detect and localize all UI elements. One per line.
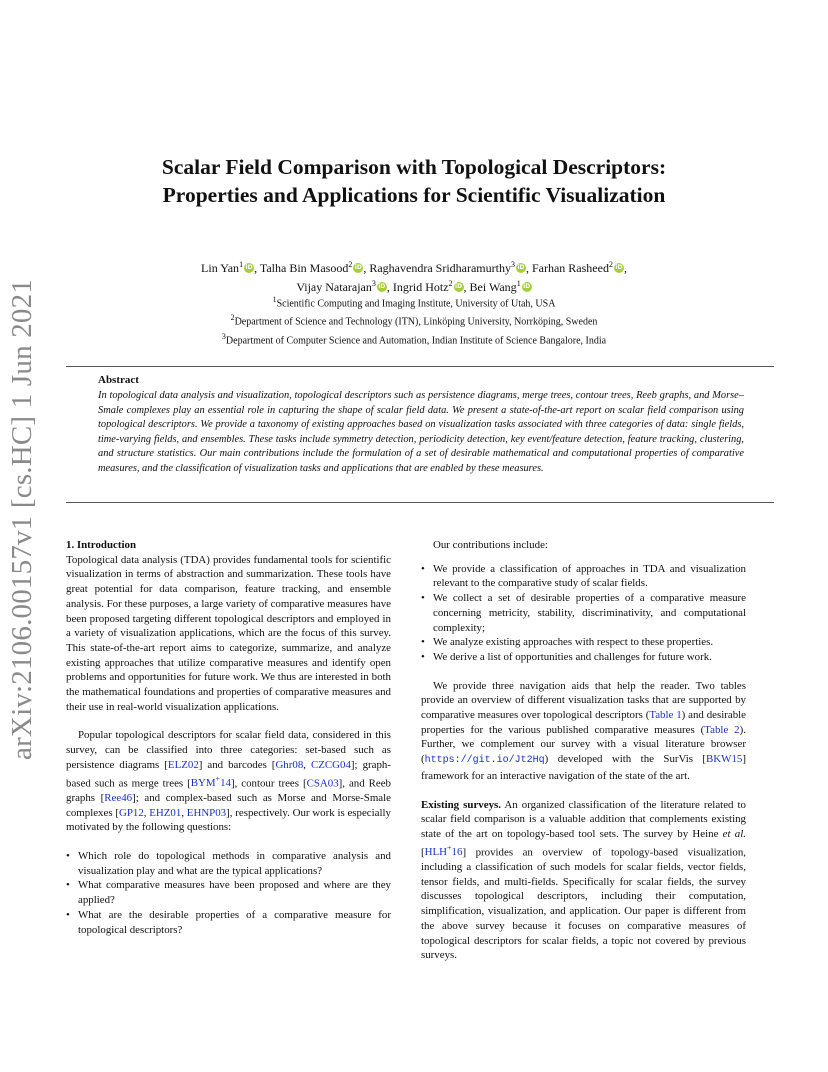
affiliation-text: Scientific Computing and Imaging Institute, University of Utah, USA (276, 298, 556, 310)
affiliation-1 (60, 293, 768, 311)
left-column (66, 538, 391, 937)
author-name: Ingrid Hotz (392, 280, 449, 294)
author-name: Talha Bin Masood (259, 261, 349, 275)
author-affil-mark: 2 (448, 279, 453, 288)
author-affil-mark: 2 (608, 260, 613, 269)
list-item: • Which role do topological methods in comparative analysis and visualization play and what are the typical applications? (66, 849, 391, 878)
author-separator: , (463, 280, 470, 294)
orcid-icon[interactable]: iD (615, 264, 623, 271)
list-item: • What are the desirable properties of a comparative measure for topological descriptors? (66, 908, 391, 937)
abstract-body: In topological data analysis and visualization, topological descriptors such as persistence diagrams, merge trees, contour trees, Reeb graphs, and Morse–Smale complexes play an essential role in capturing the shape of scalar field data. We present a state-of-the-art report on scalar field comparison using topological descriptors. We provide a taxonomy of existing approaches based on visualization tasks associated with three categories of data: single fields, time-varying fields, and ensembles. These tasks include symmetry detection, periodicity detection, key event/feature detection, feature tracking, clustering, and structure statistics. Our main contributions include the formulation of a set of desirable mathematical and computational properties of comparative measures, and the classification of visualization tasks and applications that are enabled by these measures. (98, 390, 744, 474)
author-name: Raghavendra Sridharamurthy (369, 261, 511, 275)
affiliation-number: 3 (221, 331, 226, 341)
paper-title (60, 153, 768, 209)
citation-link[interactable]: EHNP03 (186, 806, 227, 819)
orcid-icon[interactable]: iD (245, 264, 253, 271)
list-item: • What comparative measures have been proposed and where are they applied? (66, 878, 391, 907)
author-separator: , (254, 261, 260, 275)
orcid-icon[interactable]: iD (378, 283, 386, 290)
contributions-list (421, 562, 746, 665)
orcid-icon[interactable]: iD (455, 283, 463, 290)
citation-link[interactable]: GP12 (118, 806, 144, 819)
citation-link[interactable]: CZCG04 (310, 758, 351, 771)
citation-link[interactable]: Ree46 (104, 791, 133, 804)
author-affil-mark: 1 (516, 279, 521, 288)
table-link[interactable]: Table 2 (704, 723, 740, 736)
author-affil-mark: 3 (510, 260, 515, 269)
author-name: Lin Yan (201, 261, 240, 275)
author-name: Vijay Natarajan (296, 280, 372, 294)
orcid-icon[interactable]: iD (354, 264, 362, 271)
author-3 (369, 261, 532, 275)
citation-link[interactable]: Ghr08 (275, 758, 304, 771)
author-4 (532, 261, 627, 275)
orcid-icon[interactable]: iD (517, 264, 525, 271)
url-link[interactable]: https://git.io/Jt2Hq (424, 755, 545, 767)
list-item: • We collect a set of desirable properties of a comparative measure concerning metricity, stability, discriminativity, and computational complexity; (421, 591, 746, 635)
list-item: • We derive a list of opportunities and challenges for future work. (421, 650, 746, 665)
author-affil-mark: 2 (348, 260, 353, 269)
author-separator: , (386, 280, 393, 294)
abstract-top-rule (66, 366, 774, 367)
list-item: • We analyze existing approaches with respect to these properties. (421, 635, 746, 650)
author-name: Bei Wang (469, 280, 517, 294)
intro-paragraph-1: Topological data analysis (TDA) provides fundamental tools for scientific visualization in terms of abstraction and summarization. These tools have great potential for data comparison, feature tracking, and ensemble analysis. For these purposes, a large variety of comparative measures have been proposed targeting different topological descriptors and employed in a variety of visualization applications, which are the focus of this survey. This state-of-the-art report aims to categorize, summarize, and analyze existing approaches that utilize comparative measures and identify open problems and opportunities for future work. We thus are interested in both the mathematical foundations and properties of comparative measures and their use in real-world visualization applications. (66, 553, 391, 713)
author-list (60, 257, 768, 295)
citation-link[interactable]: ELZ02 (167, 758, 199, 771)
intro-paragraph-2: Popular topological descriptors for scalar field data, considered in this survey, can be classified into three categories: set-based such as persistence diagrams [ELZ02] and barcodes [Ghr08, CZCG04]; graph-based such as merge trees [BYM+14], contour trees [CSA03], and Reeb graphs [Ree46]; and complex-based such as Morse and Morse-Smale complexes [GP12, EHZ01, EHNP03], respectively. Our work is especially motivated by the following questions: (66, 729, 392, 834)
citation-link[interactable]: BKW15 (706, 753, 743, 766)
citation-link[interactable]: EHZ01 (149, 806, 182, 819)
author-separator: , (525, 261, 532, 275)
author-affil-mark: 3 (371, 279, 376, 288)
citation-link[interactable]: CSA03 (306, 777, 339, 790)
author-7 (470, 280, 532, 294)
author-separator: , (363, 261, 370, 275)
title-line-2: Properties and Applications for Scientific Visualization (162, 183, 666, 207)
author-6 (393, 280, 470, 294)
paragraph-heading: Existing surveys. (421, 798, 501, 811)
arxiv-identifier: arXiv:2106.00157v1 [cs.HC] 1 Jun 2021 (6, 278, 38, 760)
questions-list (66, 849, 391, 937)
navigation-aids-paragraph: We provide three navigation aids that help the reader. Two tables provide an overview of different visualization tasks that are supported by comparative measures over topological descriptors (Table 1) and desirable properties for the various published comparative measures (Table 2). Further, we complement our survey with a visual literature browser (https://git.io/Jt2Hq) developed with the SurVis [BKW15] framework for an interactive navigation of the state of the art. (421, 679, 747, 782)
abstract-heading: Abstract (98, 374, 139, 386)
affiliation-text: Department of Science and Technology (ITN), Linköping University, Norrköping, Sweden (234, 316, 598, 328)
citation-link[interactable]: HLH+16 (424, 843, 463, 859)
right-column (421, 538, 746, 963)
title-line-1: Scalar Field Comparison with Topological Descriptors: (161, 155, 667, 179)
contributions-lead: Our contributions include: (433, 539, 548, 551)
affiliation-number: 1 (272, 295, 277, 304)
section-heading-introduction: 1. Introduction (66, 539, 136, 551)
existing-surveys-paragraph: Existing surveys. An organized classification of the literature related to scalar field comparison is a valuable addition that complements existing state of the art on topology-based tool sets. The survey by Heine et al. [HLH+16] provides an overview of topology-based visualization, including a classification of such models for scalar fields, vector fields, tensor fields, and multi-fields. Specifically for scalar fields, the survey discusses topological descriptors, including their computation, simplification, visualization, and application. Our paper is different from the above survey because it focuses on comparative measures of topological descriptors for scalar fields, a topic not covered by previous surveys. (421, 798, 746, 962)
list-item: • We provide a classification of approaches in TDA and visualization relevant to the comparative study of scalar fields. (421, 562, 746, 591)
affiliation-number: 2 (230, 313, 235, 323)
author-1 (201, 261, 260, 275)
author-name: Farhan Rasheed (531, 261, 609, 275)
citation-link[interactable]: BYM+14 (190, 774, 231, 790)
affiliation-list (60, 293, 768, 348)
affiliation-2 (60, 311, 768, 329)
table-link[interactable]: Table 1 (649, 709, 682, 722)
author-2 (260, 261, 369, 275)
author-separator: , (623, 261, 627, 275)
author-5 (296, 280, 393, 294)
orcid-icon[interactable]: iD (523, 283, 531, 290)
affiliation-3 (60, 330, 768, 348)
affiliation-text: Department of Computer Science and Automation, Indian Institute of Science Bangalore, India (225, 334, 607, 346)
abstract-bottom-rule (66, 502, 774, 503)
author-affil-mark: 1 (239, 260, 244, 269)
